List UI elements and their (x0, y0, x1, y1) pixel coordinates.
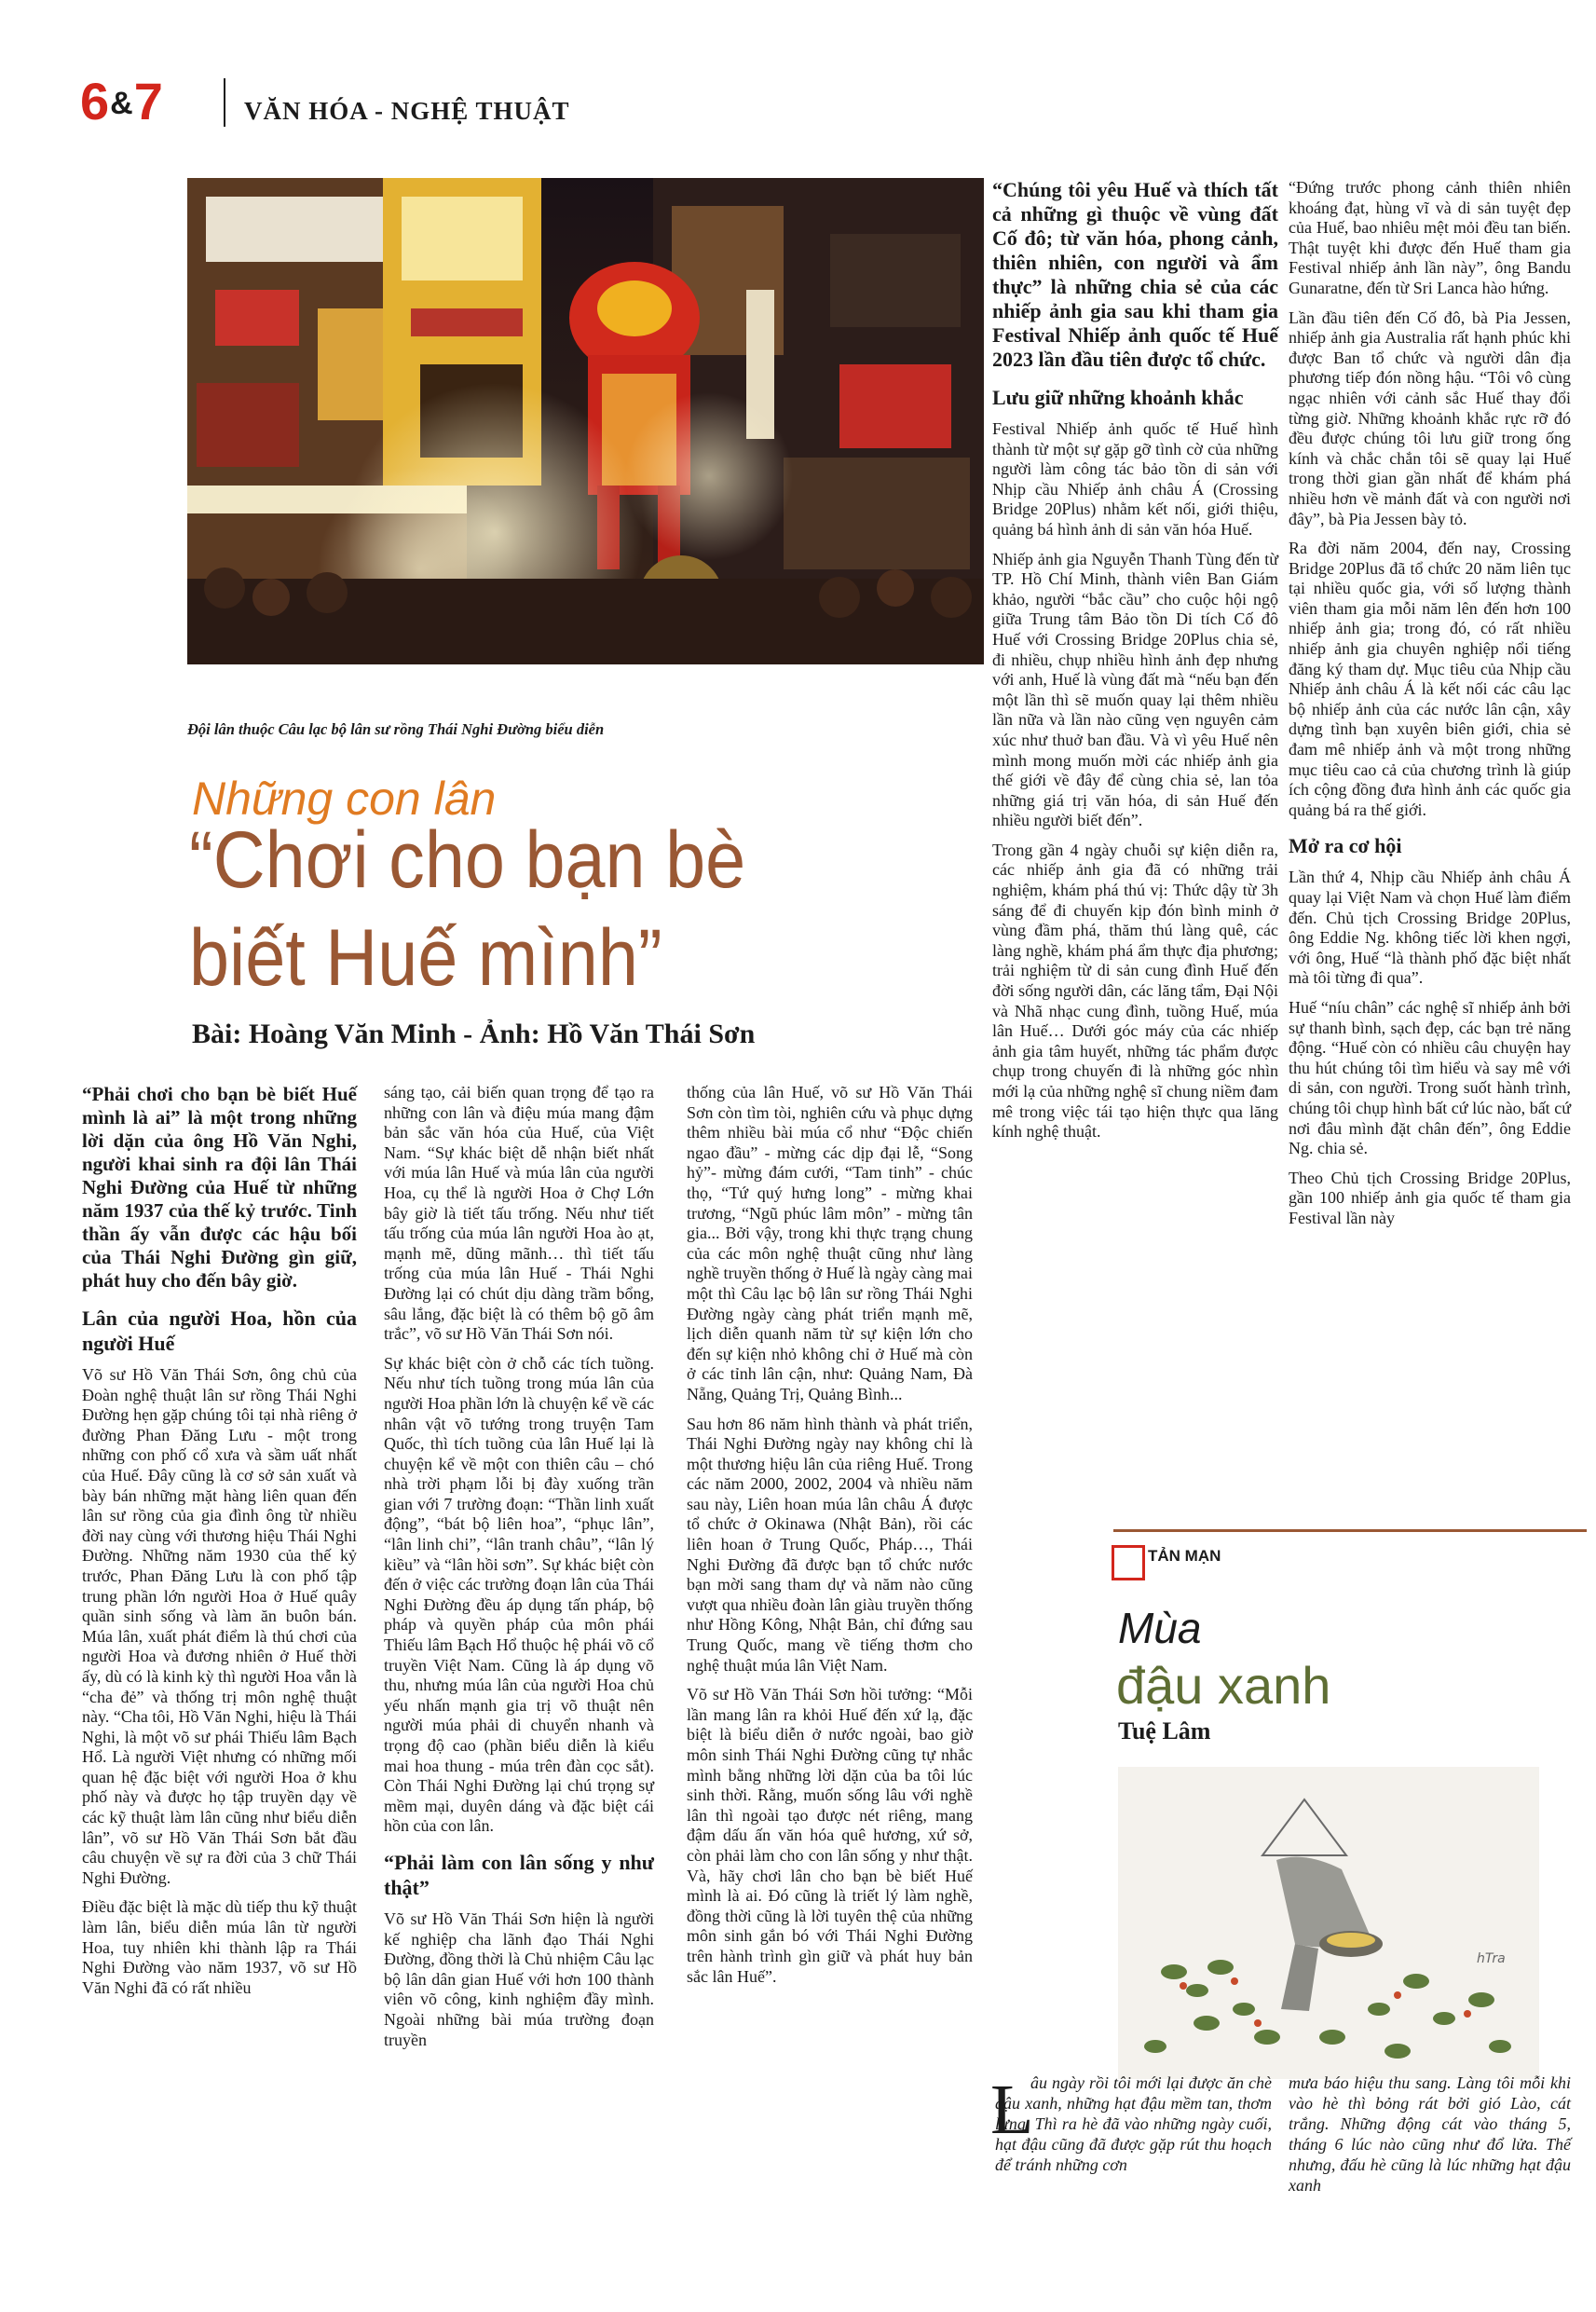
subheading: “Phải làm con lân sống y như thật” (384, 1850, 654, 1899)
header-divider (224, 78, 225, 127)
article-byline: Bài: Hoàng Văn Minh - Ảnh: Hồ Văn Thái Sơn (192, 1019, 756, 1049)
article-title-line1: “Chơi cho bạn bè (189, 815, 746, 905)
essay-paragraph: mưa báo hiệu thu sang. Làng tôi mỗi khi vào hè thì bỏng rát bởi gió Lào, cát trắng. Những động cát vào tháng 5, tháng 6 lúc nào cũng như đổ lửa. Thế nhưng, đấu hè cũng là lúc những hạt đậu xanh (1289, 2073, 1571, 2195)
paragraph: thống của lân Huế, võ sư Hồ Văn Thái Sơn còn tìm tòi, nghiên cứu và phục dựng thêm nhiều bài múa cổ như “Độc chiến ngao đầu” - mừng các dịp đại lễ, “Song hỷ”- mừng đám cưới, “Tam tinh” - chúc thọ, “Tứ quý hưng long” - mừng khai trương, “Ngũ phúc lâm môn” - mừng tân gia... Bởi vậy, trong khi thực trạng chung của các môn nghệ thuật cũng như làng nghề truyền thống ở Huế là ngày càng mai một thì Câu lạc bộ lân sư rồng Thái Nghi Đường ngày càng phát triển mạnh mẽ, lịch diễn quanh năm từ sự kiện lớn cho đến sự kiện nhỏ không chỉ ở Huế mà còn ở các tỉnh lân cận, như: Quảng Nam, Đà Nẵng, Quảng Trị, Quảng Bình... (687, 1083, 973, 1403)
page-number: 6&7 (80, 72, 162, 130)
article-lead: “Phải chơi cho bạn bè biết Huế mình là ai” là một trong những lời dặn của ông Hồ Văn Nghi, người khai sinh ra đội lân Thái Nghi Đường của Huế từ những năm 1937 của thế kỷ trước. Tinh thần ấy vẫn được các hậu bối của Thái Nghi Đường gìn giữ, phát huy cho đến bây giờ. (82, 1083, 357, 1292)
paragraph: Trong gần 4 ngày chuỗi sự kiện diễn ra, các nhiếp ảnh gia đã có những trải nghiệm, khám phá thú vị: Thức dậy từ 3h sáng để đi chuyến kịp đón bình minh ở vùng đầm phá, thăm thú làng quê, các làng nghề, khám phá ẩm thực địa phương; trải nghiệm từ di sản cung đình Huế đến đời sống người dân, các lăng tẩm, Đại Nội và Nhã nhạc cung đình, tuồng Huế, múa lân Huế… Dưới góc máy của các nhiếp ảnh gia tâm huyết, những tác phẩm được chụp trong chuyến đi là những góc nhìn mới lạ của những nghệ sĩ chung niềm đam mê trong việc tái tạo hiện thực qua lăng kính nghệ thuật. (992, 840, 1278, 1142)
illustration-signature: hTra (1477, 1951, 1506, 1966)
paragraph: Huế “níu chân” các nghệ sĩ nhiếp ảnh bởi sự thanh bình, sạch đẹp, các bạn trẻ năng động. “Huế còn có nhiều câu chuyện hay thu hút chúng tôi tìm hiểu và say mê với di sản, con người. Trong suốt hành trình, chúng tôi chụp hình bất cứ lúc nào, bất cứ nơi đâu mình đặt chân đến”, ông Eddie Ng. chia sẻ. (1289, 997, 1571, 1158)
bean-harvest-illustration (1118, 1767, 1539, 2079)
paragraph: Festival Nhiếp ảnh quốc tế Huế hình thành từ một sự gặp gỡ tình cờ của những người làm công tác bảo tồn di sản với Nhịp cầu Nhiếp ảnh châu Á (Crossing Bridge 20Plus) nhằm kết nối, giới thiệu, quảng bá hình ảnh di sản văn hóa Huế. (992, 419, 1278, 539)
lion-dance-photo (187, 178, 984, 664)
article-column-1 (82, 1083, 357, 2007)
paragraph: “Đứng trước phong cảnh thiên nhiên khoáng đạt, hùng vĩ và di sản tuyệt đẹp của Huế, bao nhiêu mệt mỏi đều tan biến. Thật tuyệt khi được đến Huế tham gia Festival nhiếp ảnh lần này”, ông Bandu Gunaratne, đến từ Sri Lanca hào hứng. (1289, 178, 1571, 297)
paragraph: Lần đầu tiên đến Cố đô, bà Pia Jessen, nhiếp ảnh gia Australia rất hạnh phúc khi được Ban tổ chức và người dân địa phương tiếp đón nồng hậu. “Tôi vô cùng ngạc nhiên với cảnh sắc Huế thay đổi từng giờ. Những khoảnh khắc rực rỡ đó đều được chúng tôi lưu giữ trong ống kính và chắc chắn tôi sẽ quay lại Huế trong thời gian gần nhất để khám phá nhiều hơn về mảnh đất và con người nơi đây”, bà Pia Jessen bày tỏ. (1289, 308, 1571, 528)
festival-column-1 (992, 178, 1278, 1152)
section-title: VĂN HÓA - NGHỆ THUẬT (244, 97, 570, 125)
paragraph: Sau hơn 86 năm hình thành và phát triển, Thái Nghi Đường ngày nay không chỉ là một thương hiệu lân của riêng Huế. Trong các năm 2000, 2002, 2004 và nhiều năm sau này, Liên hoan múa lân châu Á được tổ chức ở Okinawa (Nhật Bản), rồi các liên hoan ở Trung Quốc, Pháp…, Thái Nghi Đường đã được bạn tổ chức nước bạn mời sang tham dự và năm nào cũng vượt qua nhiều đoàn lân giàu truyền thống như Hồng Kông, Nhật Bản, chỉ đứng sau Trung Quốc, mang về tiếng thơm cho nghệ thuật múa lân Việt Nam. (687, 1414, 973, 1675)
paragraph: Sự khác biệt còn ở chỗ các tích tuồng. Nếu như tích tuồng trong múa lân của người Hoa phần lớn là chuyện kể về các nhân vật võ tướng trong truyện Tam Quốc, thì tích tuồng của lân Huế lại là chuyện kể về một con thiên câu – chó nhà trời phạm lỗi bị đày xuống trần gian với 7 trường đoạn: “Thần linh xuất động”, “bát bộ liên hoa”, “phục lân”, “lân linh chi”, “lân tranh châu”, “lân lý kiều” và “lân hồi sơn”. Sự khác biệt còn đến ở việc các trường đoạn lân của Thái Nghi Đường đều áp dụng tấn pháp, bộ pháp và quyền pháp của môn phái Thiếu lâm Bạch Hổ thuộc hệ phái võ cổ truyền Việt Nam. Cũng là áp dụng võ thu, nhưng múa lân của người Hoa chủ yếu nhấn mạnh gia trị võ thuật nên người múa phải di chuyển nhanh và trọng độ cao (phần biểu diễn là kiểu mai hoa thung - múa trên đàn cọc sắt). Còn Thái Nghi Đường lại chú trọng sự mềm mại, duyên dáng và đặc biệt cái hồn của con lân. (384, 1353, 654, 1836)
article-column-2 (384, 1083, 654, 2059)
paragraph: sáng tạo, cải biến quan trọng để tạo ra những con lân và điệu múa mang đậm bản sắc văn hóa của Huế, của Việt Nam. “Sự khác biệt dễ nhận biết nhất với múa lân Huế và múa lân của người Hoa, cụ thể là người Hoa ở Chợ Lớn bây giờ là tiết tấu trống. Nếu như tiết tấu trống của múa lân người Hoa ào ạt, mạnh mẽ, dũng mãnh… thì tiết tấu trống của múa lân Huế - Thái Nghi Đường lại có chút dịu dàng trầm bổng, sâu lắng, đặc biệt là có thêm bộ gõ âm trắc”, võ sư Hồ Văn Thái Sơn nói. (384, 1083, 654, 1344)
paragraph: Võ sư Hồ Văn Thái Sơn, ông chủ của Đoàn nghệ thuật lân sư rồng Thái Nghi Đường hẹn gặp chúng tôi tại nhà riêng ở đường Phan Đăng Lưu - một trong những con phố cổ xưa và sầm uất nhất của Huế. Đây cũng là cơ sở sản xuất và bày bán những mặt hàng liên quan đến lân sư rồng của gia đình ông từ nhiều đời nay cùng với thương hiệu Thái Nghi Đường. Những năm 1930 của thế kỷ trước, Phan Đăng Lưu là con phố tập trung phần lớn người Hoa ở Huế quây quần sinh sống và làm ăn buôn bán. Múa lân, xuất phát điểm là thú chơi của người Hoa và đương nhiên ở Huế thời ấy, dù có là kinh kỳ thì người Hoa vẫn là “cha đẻ” và thống trị môn nghệ thuật này. “Cha tôi, Hồ Văn Nghi, hiệu là Thái Nghi, là một võ sư phái Thiếu lâm Bạch Hổ. Là người Việt nhưng có những mối quan hệ đặc biệt với người Hoa ở khu phố này và được họ tập truyền dạy về các kỹ thuật làm lân cũng như biểu diễn lân”, võ sư Hồ Văn Thái Sơn bắt đầu câu chuyện về sự ra đời của 3 chữ Thái Nghi Đường. (82, 1365, 357, 1887)
photo-caption: Đội lân thuộc Câu lạc bộ lân sư rồng Thái Nghi Đường biểu diễn (187, 720, 605, 738)
drop-cap: L (990, 2071, 1034, 2149)
paragraph: Võ sư Hồ Văn Thái Sơn hồi tưởng: “Mỗi lần mang lân ra khỏi Huế đến xứ lạ, đặc biệt là biểu diễn ở nước ngoài, bao giờ môn sinh Thái Nghi Đường cũng tự nhắc mình bằng những lời dặn của ba tôi lúc sinh thời. Rằng, muốn sống lâu với nghề lân thì ngoài tạo được nét riêng, mang đậm dấu ấn văn hóa quê hương, xứ sở, còn phải làm cho con lân sống y như thật. Và, hãy chơi lân cho bạn bè biết Huế mình là ai. Đó cũng là triết lý làm nghề, đồng thời cũng là lời tuyên thệ của những môn sinh gắn bó với Thái Nghi Đường trên hành trình gìn giữ và phát huy bản sắc lân Huế”. (687, 1685, 973, 1986)
paragraph: Theo Chủ tịch Crossing Bridge 20Plus, gần 100 nhiếp ảnh gia quốc tế tham gia Festival lần này (1289, 1168, 1571, 1227)
subheading: Lân của người Hoa, hồn của người Huế (82, 1306, 357, 1355)
article-kicker: Những con lân (192, 773, 497, 825)
subheading: Mở ra cơ hội (1289, 834, 1402, 858)
section-marker-icon (1112, 1545, 1145, 1580)
article-column-3 (687, 1083, 973, 1996)
essay-title-line1: Mùa (1118, 1604, 1202, 1652)
section-label: TẢN MẠN (1148, 1547, 1221, 1565)
festival-column-2 (1289, 178, 1571, 1238)
paragraph: Lần thứ 4, Nhịp cầu Nhiếp ảnh châu Á quay lại Việt Nam và chọn Huế làm điểm đến. Chủ tịch Crossing Bridge 20Plus, ông Eddie Ng. không tiếc lời khen ngợi, với ông, Huế “là thành phố đặc biệt nhất mà tôi từng đi qua”. (1289, 868, 1571, 988)
subheading: Lưu giữ những khoảnh khắc (992, 386, 1244, 409)
paragraph: Điều đặc biệt là mặc dù tiếp thu kỹ thuật làm lân, biểu diễn múa lân từ người Hoa, tuy nhiên khi thành lập ra Thái Nghi Đường vào năm 1937, võ sư Hồ Văn Nghi đã có rất nhiều (82, 1897, 357, 1997)
section-rule (1113, 1529, 1587, 1532)
paragraph: Võ sư Hồ Văn Thái Sơn hiện là người kế nghiệp cha lãnh đạo Thái Nghi Đường, đồng thời là Chủ nhiệm Câu lạc bộ lân dân gian Huế với hơn 100 thành viên võ công, kinh nghiệm đầy mình. Ngoài những bài múa trường đoạn truyền (384, 1908, 654, 2049)
paragraph: Nhiếp ảnh gia Nguyễn Thanh Tùng đến từ TP. Hồ Chí Minh, thành viên Ban Giám khảo, người “bắc cầu” cho cuộc hội ngộ giữa Trung tâm Bảo tồn Di tích Cố đô Huế với Crossing Bridge 20Plus chia sẻ, đi nhiều, chụp nhiều hình ảnh đẹp nhưng với anh, Huế là vùng đất mà “nếu bạn đến một lần thì sẽ muốn quay lại thêm nhiều lần nữa và lần nào cũng vẹn nguyên cảm xúc như thuở ban đầu. Và vì yêu Huế nên mình mong muốn mời các nhiếp ảnh gia thế giới về đây để cùng chia sẻ, lan tỏa những giá trị văn hóa, di sản Huế đến nhiều người biết đến”. (992, 549, 1278, 830)
festival-quote: “Chúng tôi yêu Huế và thích tất cả những gì thuộc về vùng đất Cố đô; từ văn hóa, phong cảnh, thiên nhiên, con người và ẩm thực” là những chia sẻ của các nhiếp ảnh gia sau khi tham gia Festival Nhiếp ảnh quốc tế Huế 2023 lần đầu tiên được tổ chức. (992, 178, 1278, 371)
paragraph: Ra đời năm 2004, đến nay, Crossing Bridge 20Plus đã tổ chức 20 năm liên tục tại nhiều quốc gia, với số lượng thành viên tham gia mỗi năm lên đến hơn 100 nhiếp ảnh gia; trong đó, có rất nhiều nhiếp ảnh gia chuyên nghiệp nổi tiếng đăng ký tham dự. Mục tiêu của Nhịp cầu Nhiếp ảnh châu Á là kết nối các câu lạc bộ nhiếp ảnh của các nước lân cận, xây dựng tình bạn xuyên biên giới, chia sẻ đam mê nhiếp ảnh và một trong những mục tiêu cao cả của chương trình là giúp ích cộng đồng đưa hình ảnh các quốc gia quảng bá ra thế giới. (1289, 539, 1571, 819)
article-title-line2: biết Huế mình” (189, 913, 662, 1003)
essay-author: Tuệ Lâm (1118, 1717, 1211, 1744)
essay-paragraph: âu ngày rồi tôi mới lại được ăn chè đậu xanh, những hạt đậu mềm tan, thơm lựng. Thì ra hè đã vào những ngày cuối, hạt đậu cũng đã được gặp rút thu hoạch để tránh những cơn (995, 2073, 1272, 2174)
essay-title-line2: đậu xanh (1116, 1656, 1331, 1715)
